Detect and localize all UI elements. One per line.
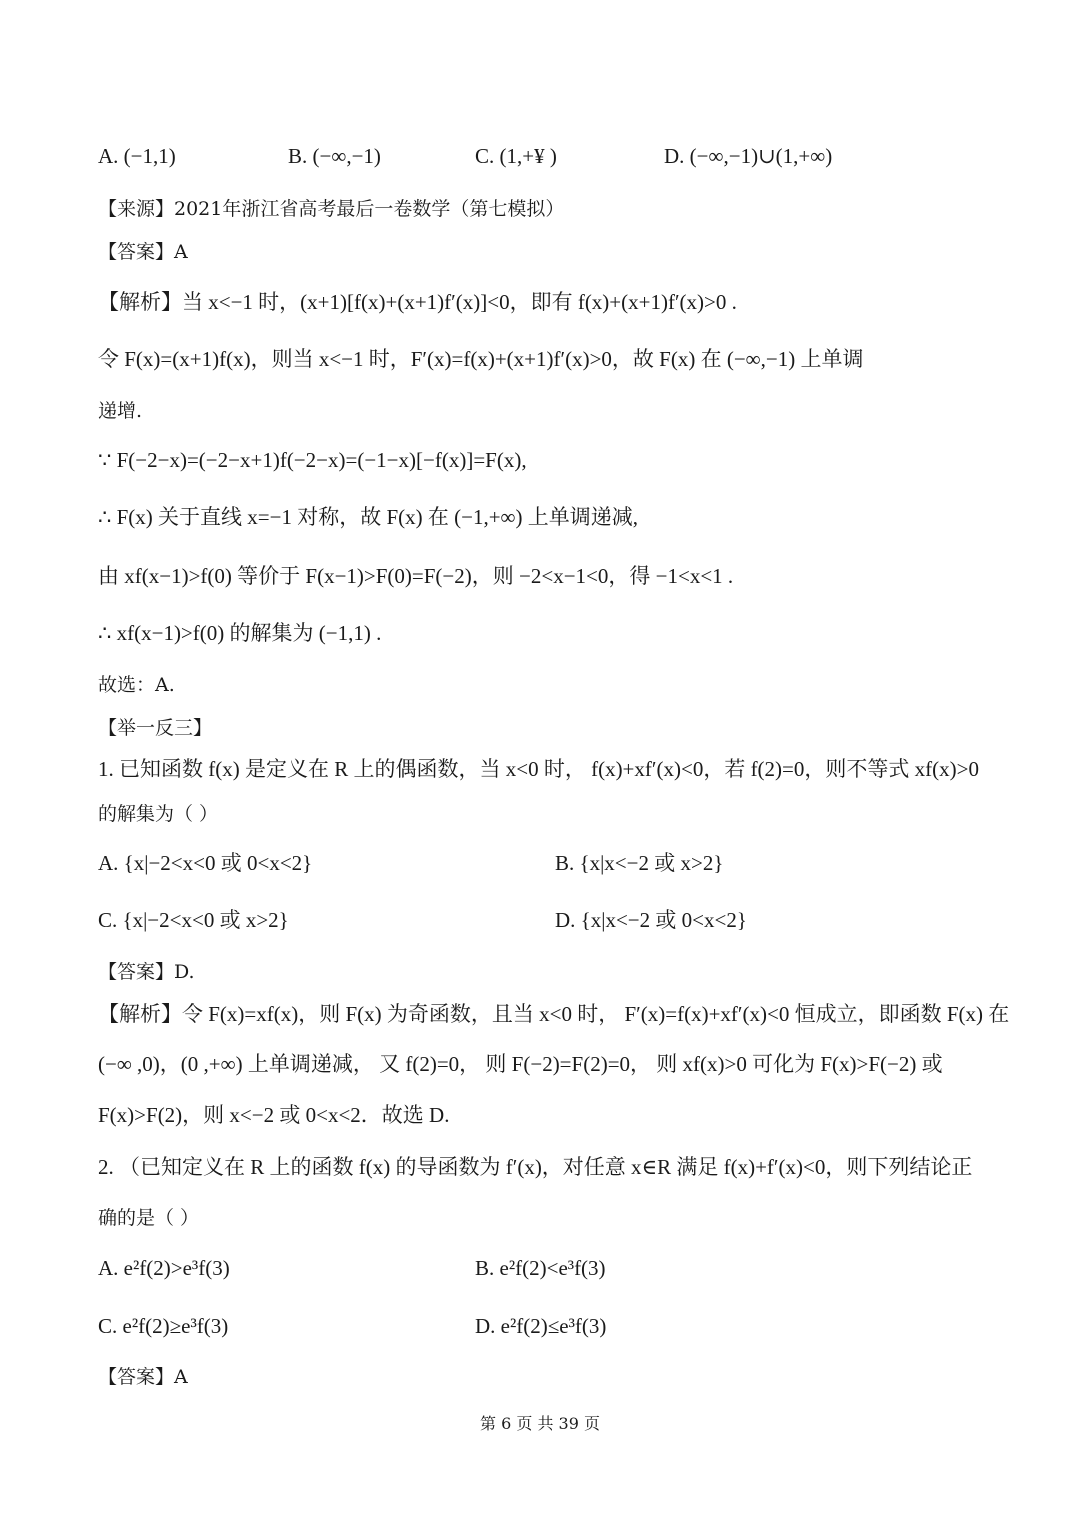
q1-option-a: A. {x|−2<x<0 或 0<x<2} bbox=[98, 851, 313, 875]
answer-line-1: 【答案】A bbox=[98, 241, 188, 263]
q1-analysis-line-3: F(x)>F(2)，则 x<−2 或 0<x<2．故选 D. bbox=[98, 1103, 450, 1127]
q1-option-b: B. {x|x<−2 或 x>2} bbox=[555, 851, 724, 875]
q2-answer: 【答案】A bbox=[98, 1366, 188, 1388]
analysis-line-7: ∴ xf(x−1)>f(0) 的解集为 (−1,1) . bbox=[98, 621, 382, 645]
option-c-top: C. (1,+¥ ) bbox=[475, 144, 557, 168]
q1-stem-line-2: 的解集为（ ） bbox=[98, 803, 219, 825]
q1-stem-line-1: 1. 已知函数 f(x) 是定义在 R 上的偶函数，当 x<0 时， f(x)+xf′(x)<0，若 f(2)=0，则不等式 xf(x)>0 bbox=[98, 757, 979, 781]
q1-option-c: C. {x|−2<x<0 或 x>2} bbox=[98, 908, 289, 932]
q1-answer: 【答案】D. bbox=[98, 961, 195, 983]
q1-analysis-line-1: 【解析】令 F(x)=xf(x)，则 F(x) 为奇函数，且当 x<0 时， F′(x)=f(x)+xf′(x)<0 恒成立，即函数 F(x) 在 bbox=[98, 1002, 1010, 1026]
section-title: 【举一反三】 bbox=[98, 717, 213, 739]
q2-stem-line-1: 2. （已知定义在 R 上的函数 f(x) 的导函数为 f′(x)，对任意 x∈R 满足 f(x)+f′(x)<0，则下列结论正 bbox=[98, 1155, 973, 1179]
analysis-line-5: ∴ F(x) 关于直线 x=−1 对称，故 F(x) 在 (−1,+∞) 上单调递减, bbox=[98, 505, 639, 529]
analysis-line-8: 故选：A. bbox=[98, 674, 175, 696]
q1-option-d: D. {x|x<−2 或 0<x<2} bbox=[555, 908, 747, 932]
q1-analysis-line-2: (−∞ ,0)，(0 ,+∞) 上单调递减， 又 f(2)=0， 则 F(−2)=F(2)=0， 则 xf(x)>0 可化为 F(x)>F(−2) 或 bbox=[98, 1052, 943, 1076]
q2-option-b: B. e²f(2)<e³f(3) bbox=[475, 1256, 606, 1280]
option-a-top: A. (−1,1) bbox=[98, 144, 176, 168]
option-b-top: B. (−∞,−1) bbox=[288, 144, 381, 168]
page-footer: 第 6 页 共 39 页 bbox=[480, 1414, 600, 1433]
q2-option-c: C. e²f(2)≥e³f(3) bbox=[98, 1314, 229, 1338]
q2-option-a: A. e²f(2)>e³f(3) bbox=[98, 1256, 230, 1280]
analysis-line-2: 令 F(x)=(x+1)f(x)，则当 x<−1 时，F′(x)=f(x)+(x+1)f′(x)>0，故 F(x) 在 (−∞,−1) 上单调 bbox=[98, 347, 864, 371]
q2-option-d: D. e²f(2)≤e³f(3) bbox=[475, 1314, 607, 1338]
option-d-top: D. (−∞,−1)∪(1,+∞) bbox=[664, 144, 833, 168]
q2-stem-line-2: 确的是（ ） bbox=[98, 1207, 200, 1229]
analysis-line-1: 【解析】当 x<−1 时，(x+1)[f(x)+(x+1)f′(x)]<0，即有 f(x)+(x+1)f′(x)>0 . bbox=[98, 290, 737, 314]
source-line: 【来源】2021年浙江省高考最后一卷数学（第七模拟） bbox=[98, 198, 565, 220]
analysis-line-6: 由 xf(x−1)>f(0) 等价于 F(x−1)>F(0)=F(−2)，则 −2<x−1<0，得 −1<x<1 . bbox=[98, 564, 734, 588]
analysis-line-3: 递增. bbox=[98, 400, 143, 422]
analysis-line-4: ∵ F(−2−x)=(−2−x+1)f(−2−x)=(−1−x)[−f(x)]=F(x), bbox=[98, 448, 527, 472]
